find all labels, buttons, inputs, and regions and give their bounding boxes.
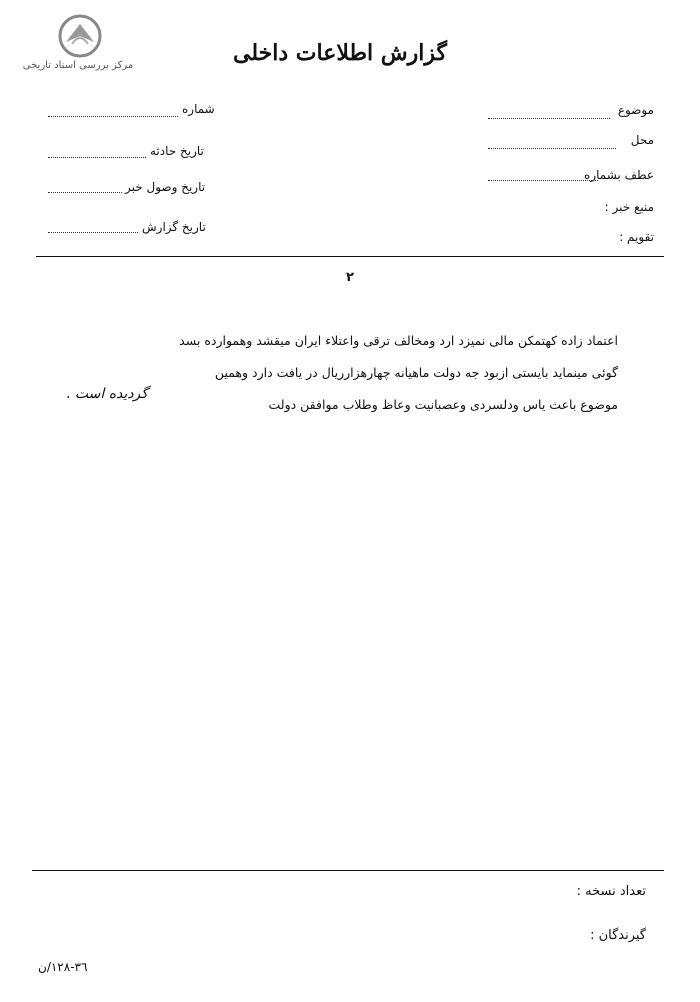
body-line-1: اعتماد زاده کهتمکن مالی نمیزد ارد ومخالف ترقی واعتلاء ایران میقشد وهموارده بسد bbox=[179, 333, 618, 348]
incident-date-field bbox=[48, 157, 146, 158]
receipt-date-field bbox=[48, 192, 122, 193]
logo-text: مرکز بررسی اسناد تاریخی bbox=[22, 60, 134, 71]
reference-label: عطف بشماره bbox=[584, 168, 654, 182]
subject-label: موضوع bbox=[617, 103, 654, 117]
reference-field bbox=[488, 180, 598, 181]
location-field bbox=[488, 148, 616, 149]
report-date-label: تاریخ گزارش bbox=[142, 220, 206, 234]
handwritten-note: گردیده است . bbox=[66, 386, 148, 402]
archive-logo-icon bbox=[52, 14, 108, 62]
number-label: شماره bbox=[182, 102, 215, 116]
receipt-date-label: تاریخ وصول خبر bbox=[125, 180, 206, 194]
number-field bbox=[48, 116, 178, 117]
footer-divider bbox=[32, 870, 664, 871]
location-label: محل bbox=[630, 133, 654, 147]
evaluation-label: تقویم : bbox=[619, 230, 654, 244]
report-date-field bbox=[48, 232, 138, 233]
header-divider bbox=[36, 256, 664, 257]
body-line-3: موضوع باعث یاس ودلسردی وعصبانیت وعاظ وطلاب موافقن دولت bbox=[268, 397, 618, 412]
subject-field bbox=[488, 118, 610, 119]
recipients-label: گیرندگان : bbox=[590, 928, 646, 943]
incident-date-label: تاریخ حادثه bbox=[150, 144, 204, 158]
archive-logo bbox=[18, 14, 138, 84]
source-label: منبع خبر : bbox=[604, 200, 654, 214]
document-code: ٣٦-١٢٨/ن bbox=[38, 960, 88, 974]
body-line-2: گوئی مینماید بایستی ازبود جه دولت ماهیانه چهارهزارریال در یافت دارد وهمین bbox=[214, 365, 618, 380]
copies-label: تعداد نسخه : bbox=[576, 884, 646, 899]
page-number: ٢ bbox=[346, 270, 354, 285]
page-title: گزارش اطلاعات داخلی bbox=[233, 40, 447, 66]
